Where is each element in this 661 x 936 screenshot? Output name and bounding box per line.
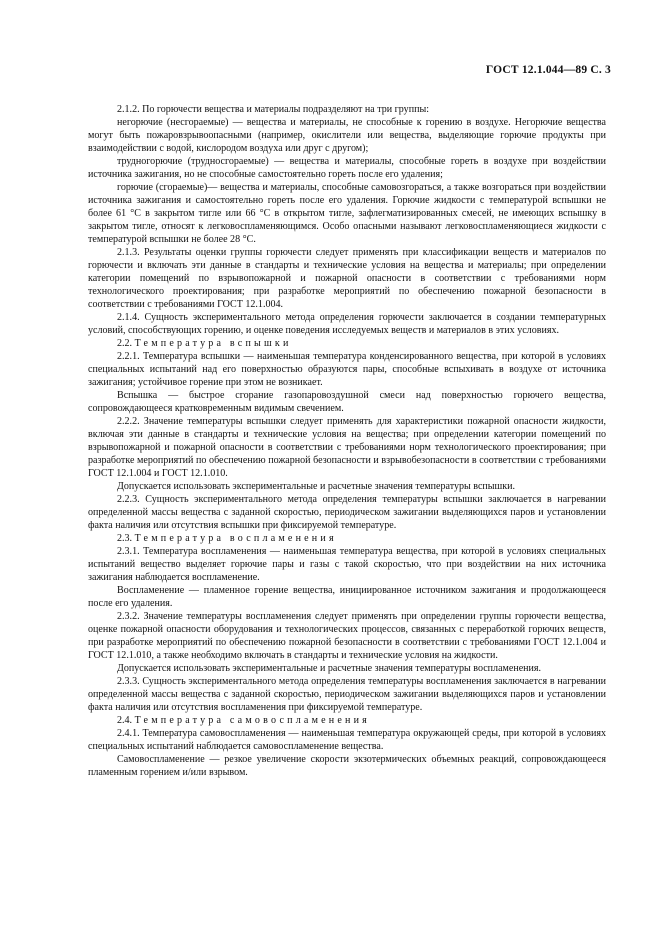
paragraph: 2.3.1. Температура воспламенения — наименьшая температура вещества, при которой в условиях специальных испытаний вещество выделяет горючие пары и газы с такой скоростью, что при воздействии на них источника зажигания наблюдается воспламенение.: [88, 546, 606, 583]
paragraph: 2.3.3. Сущность экспериментального метода определения температуры воспламенения заключается в нагревании определенной массы вещества с заданной скоростью, периодическом зажигании выделяющихся паров и установлении факта наличия или отсутствия воспламенения при фиксируемой температуре.: [88, 676, 606, 713]
page-header: ГОСТ 12.1.044—89 С. 3: [485, 64, 611, 76]
paragraph: Самовоспламенение — резкое увеличение скорости экзотермических объемных реакций, сопровождающееся пламенным горением и/или взрывом.: [88, 754, 606, 778]
section-number: 2.3.: [117, 533, 133, 544]
paragraph: Вспышка — быстрое сгорание газопаровоздушной смеси над поверхностью горючего вещества, сопровождающееся кратковременным видимым свечением.: [88, 390, 606, 414]
paragraph: 2.3.2. Значение температуры воспламенения следует применять при определении группы горючести вещества, оценке пожарной опасности оборудования и технологических процессов, связанных с переработкой горючих веществ, при разработке мероприятий по обеспечению пожарной безопасности в соответствии с требованиями ГОСТ 12.1.004 и ГОСТ 12.1.010, а также необходимо включать в стандарты и технические условия на жидкости.: [88, 611, 606, 661]
paragraph: 2.1.3. Результаты оценки группы горючести следует применять при классификации веществ и материалов по горючести и включать эти данные в стандарты и технические условия на вещества и материалы; при определении категории помещений по взрывопожарной и пожарной опасности в соответствии с требованиями норм технологического проектирования; при разработке мероприятий по обеспечению пожарной безопасности в соответствии с требованиями ГОСТ 12.1.004.: [88, 247, 606, 310]
paragraph: горючие (сгораемые)— вещества и материалы, способные самовозгораться, а также возгораться при воздействии источника зажигания и самостоятельно гореть после его удаления. Горючие жидкости с температурой вспышки не более 61 °С в закрытом тигле или 66 °С в открытом тигле, зафлегматизированных смесей, не имеющих вспышку в закрытом тигле, относят к легковоспламеняющимся. Особо опасными называют легковоспламеняющиеся жидкости с температурой вспышки не более 28 °С.: [88, 182, 606, 245]
section-heading-2-2: [88, 337, 606, 350]
document-body: [88, 103, 606, 779]
section-number: 2.2.: [117, 338, 133, 349]
paragraph: 2.1.2. По горючести вещества и материалы подразделяют на три группы:: [117, 104, 429, 115]
paragraph: 2.2.2. Значение температуры вспышки следует применять для характеристики пожарной опасности жидкости, включая эти данные в стандарты и технические условия на вещества; при определении категории помещений по взрывопожарной и пожарной опасности в соответствии с требованиями норм технологического проектирования; при разработке мероприятий по обеспечению пожарной безопасности и взрывобезопасности в соответствии с требованиями ГОСТ 12.1.004 и ГОСТ 12.1.010.: [88, 416, 606, 479]
paragraph: трудногорючие (трудносгораемые) — вещества и материалы, способные гореть в воздухе при воздействии источника зажигания, но не способные самостоятельно гореть после его удаления;: [88, 156, 606, 180]
paragraph: 2.4.1. Температура самовоспламенения — наименьшая температура окружающей среды, при которой в условиях специальных испытаний наблюдается самовоспламенение вещества.: [88, 728, 606, 752]
section-title: Температура самовоспламенения: [134, 715, 371, 726]
paragraph: Допускается использовать экспериментальные и расчетные значения температуры воспламенения.: [117, 663, 542, 674]
section-heading-2-4: [88, 714, 606, 727]
section-heading-2-3: [88, 532, 606, 545]
section-number: 2.4.: [117, 715, 133, 726]
section-title: Температура воспламенения: [134, 533, 337, 544]
paragraph: Допускается использовать экспериментальные и расчетные значения температуры вспышки.: [117, 481, 516, 492]
paragraph: негорючие (несгораемые) — вещества и материалы, не способные к горению в воздухе. Негорючие вещества могут быть пожаровзрывоопасными (например, окислители или вещества, выделяющие горючие продукты при взаимодействии с водой, кислородом воздуха или друг с другом);: [88, 117, 606, 154]
paragraph: Воспламенение — пламенное горение вещества, инициированное источником зажигания и продолжающееся после его удаления.: [88, 585, 606, 609]
paragraph: 2.2.1. Температура вспышки — наименьшая температура конденсированного вещества, при которой в условиях специальных испытаний над его поверхностью образуются пары, способные вспыхивать в воздухе от источника зажигания; устойчивое горение при этом не возникает.: [88, 351, 606, 388]
section-title: Температура вспышки: [134, 338, 292, 349]
paragraph: 2.1.4. Сущность экспериментального метода определения горючести заключается в создании температурных условий, способствующих горению, и оценке поведения исследуемых веществ и материалов в этих условиях.: [88, 312, 606, 336]
paragraph: 2.2.3. Сущность экспериментального метода определения температуры вспышки заключается в нагревании определенной массы вещества с заданной скоростью, периодическом зажигании выделяющихся паров и установлении факта наличия или отсутствия вспышки при фиксируемой температуре.: [88, 494, 606, 531]
